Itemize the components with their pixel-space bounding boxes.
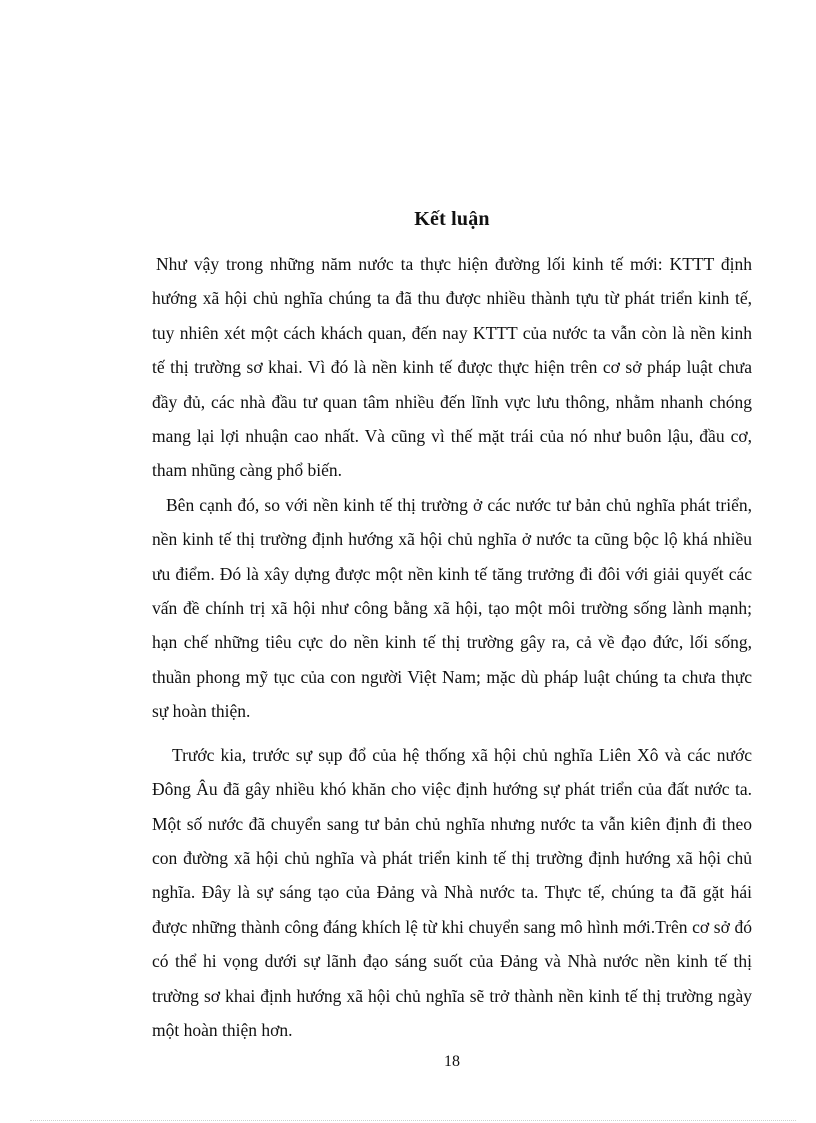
page-title: Kết luận: [414, 208, 490, 230]
paragraph-1: Như vậy trong những năm nước ta thực hiện đường lối kinh tế mới: KTTT định hướng xã hội chủ nghĩa chúng ta đã thu được nhiều thành tựu từ phát triển kinh tế, tuy nhiên xét một cách khách quan, đến nay KTTT của nước ta vẫn còn là nền kinh tế thị trường sơ khai. Vì đó là nền kinh tế được thực hiện trên cơ sở pháp luật chưa đầy đủ, các nhà đầu tư quan tâm nhiều đến lĩnh vực lưu thông, nhằm nhanh chóng mang lại lợi nhuận cao nhất. Và cũng vì thế mặt trái của nó như buôn lậu, đầu cơ, tham nhũng càng phổ biến.: [152, 254, 752, 481]
document-body: [152, 247, 752, 1047]
paragraph-2: Bên cạnh đó, so với nền kinh tế thị trường ở các nước tư bản chủ nghĩa phát triển, nền kinh tế thị trường định hướng xã hội chủ nghĩa ở nước ta cũng bộc lộ khá nhiều ưu điểm. Đó là xây dựng được một nền kinh tế tăng trưởng đi đôi với giải quyết các vấn đề chính trị xã hội như công bằng xã hội, tạo một môi trường sống lành mạnh; hạn chế những tiêu cực do nền kinh tế thị trường gây ra, cả về đạo đức, lối sống, thuần phong mỹ tục của con người Việt Nam; mặc dù pháp luật chúng ta chưa thực sự hoàn thiện.: [152, 494, 752, 722]
footer-divider: [30, 1120, 796, 1121]
paragraph-3: Trước kia, trước sự sụp đổ của hệ thống xã hội chủ nghĩa Liên Xô và các nước Đông Âu đã gây nhiều khó khăn cho việc định hướng sự phát triển của đất nước ta. Một số nước đã chuyển sang tư bản chủ nghĩa nhưng nước ta vẫn kiên định đi theo con đường xã hội chủ nghĩa và phát triển kinh tế thị trường định hướng xã hội chủ nghĩa. Đây là sự sáng tạo của Đảng và Nhà nước ta. Thực tế, chúng ta đã gặt hái được những thành công đáng khích lệ từ khi chuyển sang mô hình mới.Trên cơ sở đó có thể hi vọng dưới sự lãnh đạo sáng suốt của Đảng và Nhà nước nền kinh tế thị trường sơ khai định hướng xã hội chủ nghĩa sẽ trở thành nền kinh tế thị trường ngày một hoàn thiện hơn.: [152, 744, 752, 1040]
page-number: 18: [444, 1053, 460, 1070]
